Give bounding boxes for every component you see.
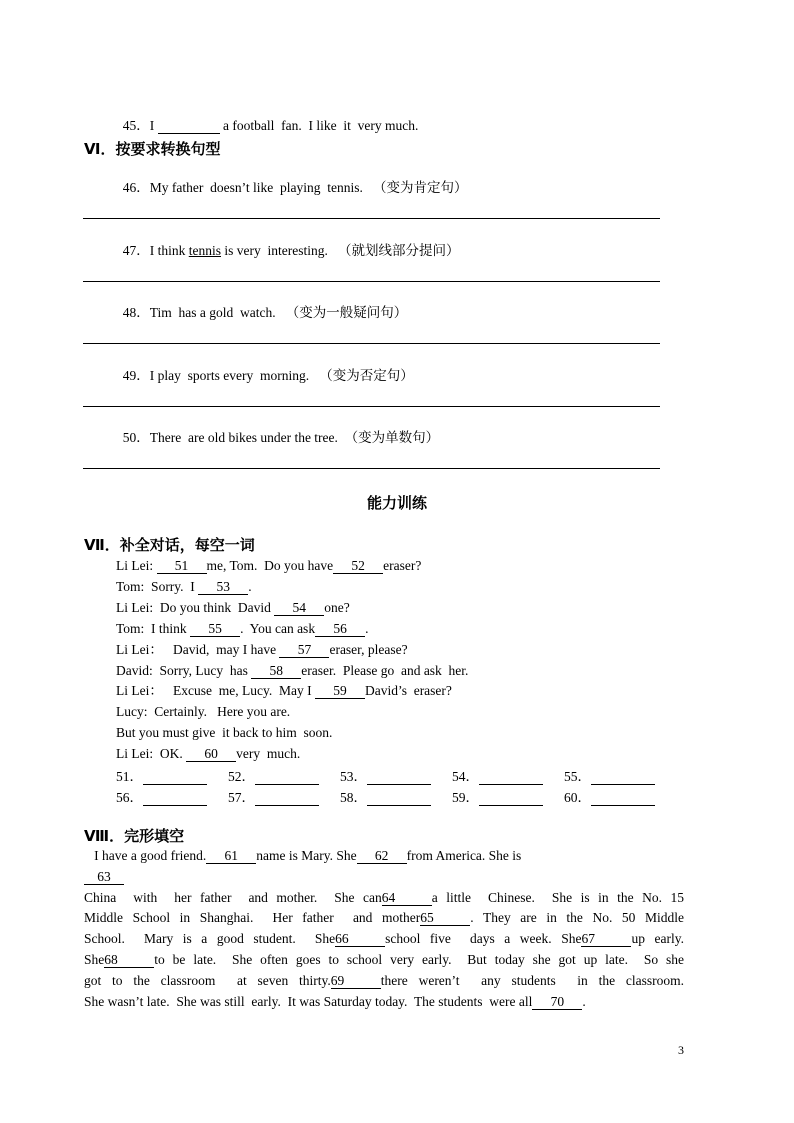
answer-label: 58． — [340, 790, 367, 805]
dialogue-text: Li Lei: Do you think David — [116, 599, 271, 615]
answer-cell — [228, 786, 340, 806]
dialogue-text: . — [248, 578, 252, 594]
q47-hint: （就划线部分提问） — [337, 243, 460, 259]
cloze-line — [84, 971, 684, 992]
answer-label: 51． — [116, 769, 143, 784]
dialogue-blank[interactable]: 53 — [198, 579, 248, 595]
dialogue-line — [116, 703, 290, 721]
answer-blank[interactable] — [367, 769, 431, 785]
answer-label: 55． — [564, 769, 591, 784]
answer-cell — [116, 765, 228, 785]
q48-number: 48． — [122, 305, 150, 320]
dialogue-text: But you must give it back to him soon. — [116, 725, 333, 741]
cloze-line — [84, 846, 684, 867]
answer-line-48[interactable] — [83, 343, 660, 344]
cloze-line — [84, 908, 684, 929]
dialogue-text: Tom: Sorry. I — [116, 578, 195, 594]
cloze-blank[interactable]: 63 — [84, 869, 124, 885]
cloze-text: name is Mary. She — [256, 848, 357, 863]
cloze-line — [84, 950, 684, 971]
cloze-text: to be late. She often goes to school very early. But today she got up late. So she — [154, 951, 684, 967]
answer-label: 56． — [116, 790, 143, 805]
q49-text: I play sports every morning. — [149, 368, 310, 383]
dialogue-line — [116, 557, 421, 575]
section-7-heading: Ⅶ．补全对话，每空一词 — [84, 536, 255, 554]
question-45 — [116, 99, 418, 135]
cloze-text: . — [582, 993, 586, 1009]
cloze-blank[interactable]: 61 — [206, 848, 256, 864]
q50-number: 50． — [122, 430, 150, 445]
q47-number: 47． — [122, 243, 150, 258]
dialogue-blank[interactable]: 54 — [274, 600, 324, 616]
dialogue-line — [116, 724, 332, 742]
dialogue-text: me, Tom. Do you have — [206, 558, 334, 573]
cloze-text: She — [84, 951, 105, 967]
dialogue-blank[interactable]: 52 — [333, 558, 383, 574]
dialogue-text: . — [365, 620, 369, 636]
dialogue-text: eraser. Please go and ask her. — [301, 662, 469, 678]
dialogue-text: Lucy: Certainly. Here you are. — [116, 704, 291, 720]
cloze-text: I have a good friend. — [84, 848, 207, 863]
dialogue-blank[interactable]: 58 — [251, 663, 301, 679]
dialogue-text: Li Lei: — [116, 558, 154, 573]
answer-label: 59． — [452, 790, 479, 805]
q50-hint: （变为单数句） — [344, 430, 440, 446]
answer-cell — [228, 765, 340, 785]
dialogue-blank[interactable]: 57 — [279, 642, 329, 658]
cloze-text: . They are in the No. 50 Middle — [470, 910, 684, 926]
cloze-blank[interactable]: 70 — [532, 994, 582, 1010]
cloze-text: China with her father and mother. She can — [84, 889, 382, 905]
q49-number: 49． — [122, 368, 150, 383]
dialogue-line — [116, 641, 408, 659]
q45-post: a football fan. I like it very much. — [223, 118, 419, 133]
answer-blank[interactable] — [255, 769, 319, 785]
answer-cell — [116, 786, 228, 806]
question-48 — [116, 286, 407, 322]
dialogue-text: David: Sorry, Lucy has — [116, 662, 248, 678]
q47-post: is very interesting. — [224, 243, 328, 258]
dialogue-text: one? — [324, 599, 350, 615]
cloze-text: from America. She is — [406, 848, 522, 863]
cloze-blank[interactable]: 62 — [357, 848, 407, 864]
answer-label: 54． — [452, 769, 479, 784]
q48-text: Tim has a gold watch. — [149, 305, 276, 320]
cloze-blank[interactable]: 65 — [420, 910, 470, 926]
q47-pre: I think — [149, 243, 186, 258]
answer-cell — [564, 786, 676, 806]
cloze-text: a little Chinese. She is in the No. 15 — [431, 889, 685, 905]
answer-label: 52． — [228, 769, 255, 784]
answer-cell — [452, 765, 564, 785]
answer-label: 60． — [564, 790, 591, 805]
dialogue-text: . You can ask — [240, 620, 316, 636]
dialogue-text: eraser, please? — [329, 641, 408, 657]
question-49 — [116, 349, 414, 385]
answer-blank[interactable] — [479, 790, 543, 806]
answer-cell — [340, 786, 452, 806]
answer-blank[interactable] — [143, 769, 207, 785]
dialogue-blank[interactable]: 56 — [315, 621, 365, 637]
answer-line-46[interactable] — [83, 218, 660, 219]
cloze-line — [84, 992, 684, 1013]
answer-line-49[interactable] — [83, 406, 660, 407]
cloze-text: School. Mary is a good student. She — [84, 931, 336, 947]
answer-blank[interactable] — [367, 790, 431, 806]
cloze-text: She wasn’t late. She was still early. It was Saturday today. The students were all — [84, 993, 533, 1009]
dialogue-line — [116, 620, 368, 638]
cloze-text: there weren’t any students in the classroom. — [380, 972, 684, 988]
cloze-text: school five days a week. She — [385, 931, 582, 947]
answer-blank[interactable] — [479, 769, 543, 785]
answer-blank[interactable] — [143, 790, 207, 806]
q46-text: My father doesn’t like playing tennis. — [149, 180, 363, 195]
answer-label: 57． — [228, 790, 255, 805]
q45-blank[interactable] — [158, 118, 220, 134]
cloze-passage — [84, 846, 684, 1012]
answer-cell — [564, 765, 676, 785]
answer-blank[interactable] — [591, 790, 655, 806]
dialogue-line — [116, 745, 300, 763]
section-8-heading: Ⅷ．完形填空 — [84, 827, 185, 845]
cloze-text: up early. — [631, 931, 684, 947]
answer-row-1 — [116, 765, 676, 785]
cloze-blank[interactable]: 68 — [104, 952, 154, 968]
q46-hint: （变为肯定句） — [372, 180, 468, 196]
dialogue-blank[interactable]: 60 — [186, 746, 236, 762]
page-number: 3 — [678, 1043, 684, 1057]
cloze-line — [84, 929, 684, 950]
q50-text: There are old bikes under the tree. — [149, 430, 338, 445]
cloze-blank[interactable]: 64 — [382, 890, 432, 906]
cloze-line — [84, 888, 684, 909]
dialogue-line — [116, 599, 350, 617]
question-46 — [116, 161, 467, 197]
q49-hint: （变为否定句） — [319, 368, 414, 384]
answer-cell — [340, 765, 452, 785]
cloze-blank[interactable]: 67 — [581, 931, 631, 947]
cloze-line — [84, 867, 684, 888]
answer-row-2 — [116, 786, 676, 806]
dialogue-blank[interactable]: 59 — [315, 683, 365, 699]
dialogue-text: David’s eraser? — [364, 683, 452, 699]
dialogue-line — [116, 662, 468, 680]
dialogue-line — [116, 682, 452, 700]
answer-line-47[interactable] — [83, 281, 660, 282]
dialogue-text: eraser? — [383, 558, 422, 573]
dialogue-text: Li Lei： David, may I have — [116, 641, 277, 657]
dialogue-blank[interactable]: 55 — [190, 621, 240, 637]
q46-number: 46． — [122, 180, 150, 195]
cloze-blank[interactable]: 66 — [335, 931, 385, 947]
answer-cell — [452, 786, 564, 806]
q48-hint: （变为一般疑问句） — [285, 305, 408, 321]
dialogue-line — [116, 578, 252, 596]
q47-underlined-word: tennis — [188, 243, 221, 258]
cloze-text: got to the classroom at seven thirty. — [84, 972, 331, 988]
answer-blank[interactable] — [591, 769, 655, 785]
section-6-heading: Ⅵ．按要求转换句型 — [84, 140, 221, 158]
dialogue-text: Li Lei: OK. — [116, 746, 183, 762]
page-title: 能力训练 — [366, 494, 427, 512]
answer-blank[interactable] — [255, 790, 319, 806]
dialogue-blank[interactable]: 51 — [157, 558, 207, 574]
question-47 — [116, 224, 459, 260]
question-50 — [116, 411, 439, 447]
q45-number: 45． — [122, 118, 150, 133]
answer-line-50[interactable] — [83, 468, 660, 469]
cloze-text: Middle School in Shanghai. Her father and mother — [84, 910, 421, 926]
dialogue-text: very much. — [236, 746, 301, 762]
q45-pre: I — [149, 118, 155, 133]
answer-label: 53． — [340, 769, 367, 784]
dialogue-text: Tom: I think — [116, 620, 187, 636]
cloze-blank[interactable]: 69 — [331, 973, 381, 989]
dialogue-text: Li Lei： Excuse me, Lucy. May I — [116, 683, 312, 699]
